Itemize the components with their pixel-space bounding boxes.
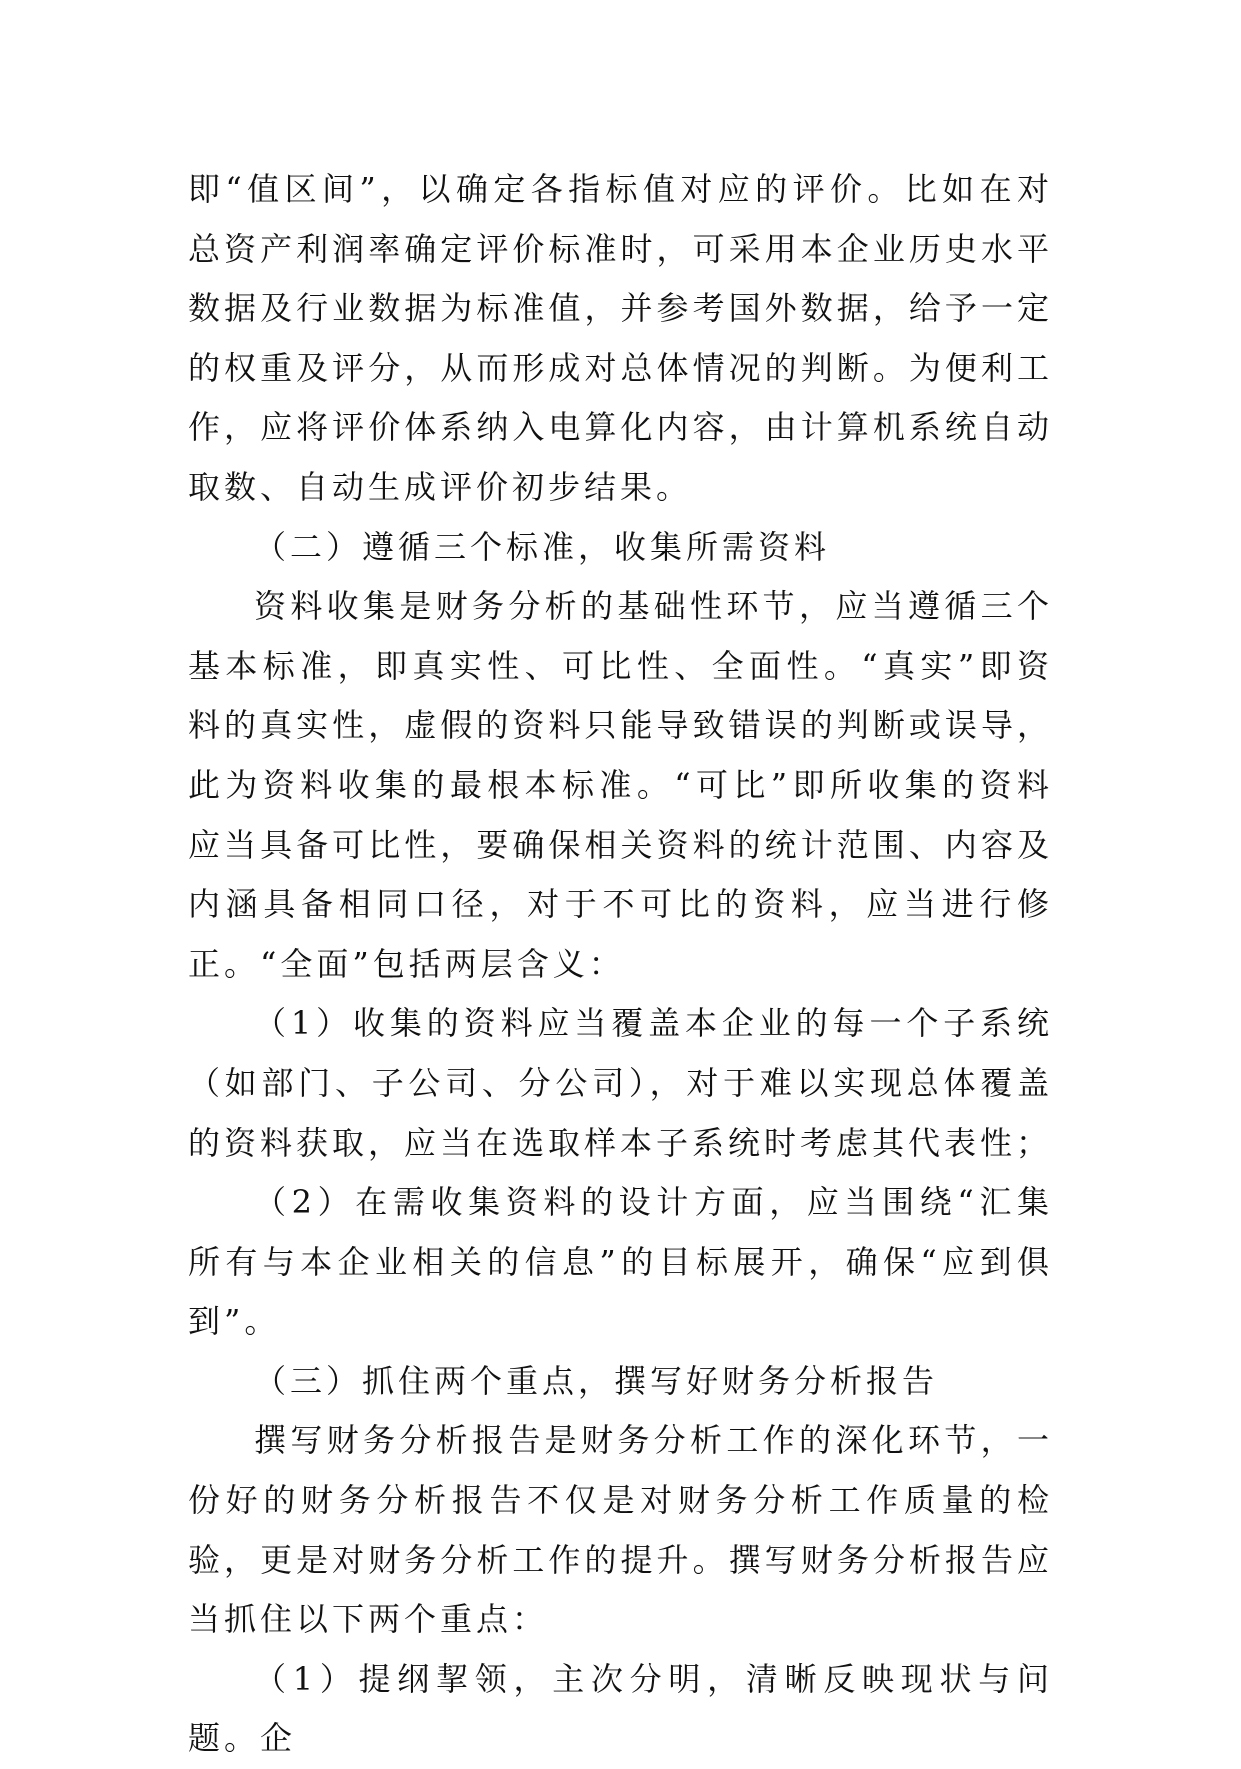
- document-page: [188, 160, 1053, 1769]
- section-heading: （二）遵循三个标准，收集所需资料: [254, 527, 831, 566]
- list-item-paragraph: （2）在需收集资料的设计方面，应当围绕“汇集所有与本企业相关的信息”的目标展开，确保“应到俱到”。: [188, 1183, 1053, 1341]
- body-paragraph: 撰写财务分析报告是财务分析工作的深化环节，一份好的财务分析报告不仅是对财务分析工作质量的检验，更是对财务分析工作的提升。撰写财务分析报告应当抓住以下两个重点：: [188, 1421, 1053, 1639]
- list-item-paragraph: （1）提纲挈领，主次分明，清晰反映现状与问题。企: [188, 1659, 1053, 1758]
- body-paragraph: 即“值区间”，以确定各指标值对应的评价。比如在对总资产利润率确定评价标准时，可采用本企业历史水平数据及行业数据为标准值，并参考国外数据，给予一定的权重及评分，从而形成对总体情况的判断。为便利工作，应将评价体系纳入电算化内容，由计算机系统自动取数、自动生成评价初步结果。: [188, 170, 1053, 506]
- body-paragraph: 资料收集是财务分析的基础性环节，应当遵循三个基本标准，即真实性、可比性、全面性。“真实”即资料的真实性，虚假的资料只能导致错误的判断或误导，此为资料收集的最根本标准。“可比”即所收集的资料应当具备可比性，要确保相关资料的统计范围、内容及内涵具备相同口径，对于不可比的资料，应当进行修正。“全面”包括两层含义：: [188, 587, 1053, 983]
- list-item-paragraph: （1）收集的资料应当覆盖本企业的每一个子系统（如部门、子公司、分公司），对于难以实现总体覆盖的资料获取，应当在选取样本子系统时考虑其代表性；: [188, 1004, 1053, 1162]
- section-heading: （三）抓住两个重点，撰写好财务分析报告: [254, 1361, 939, 1400]
